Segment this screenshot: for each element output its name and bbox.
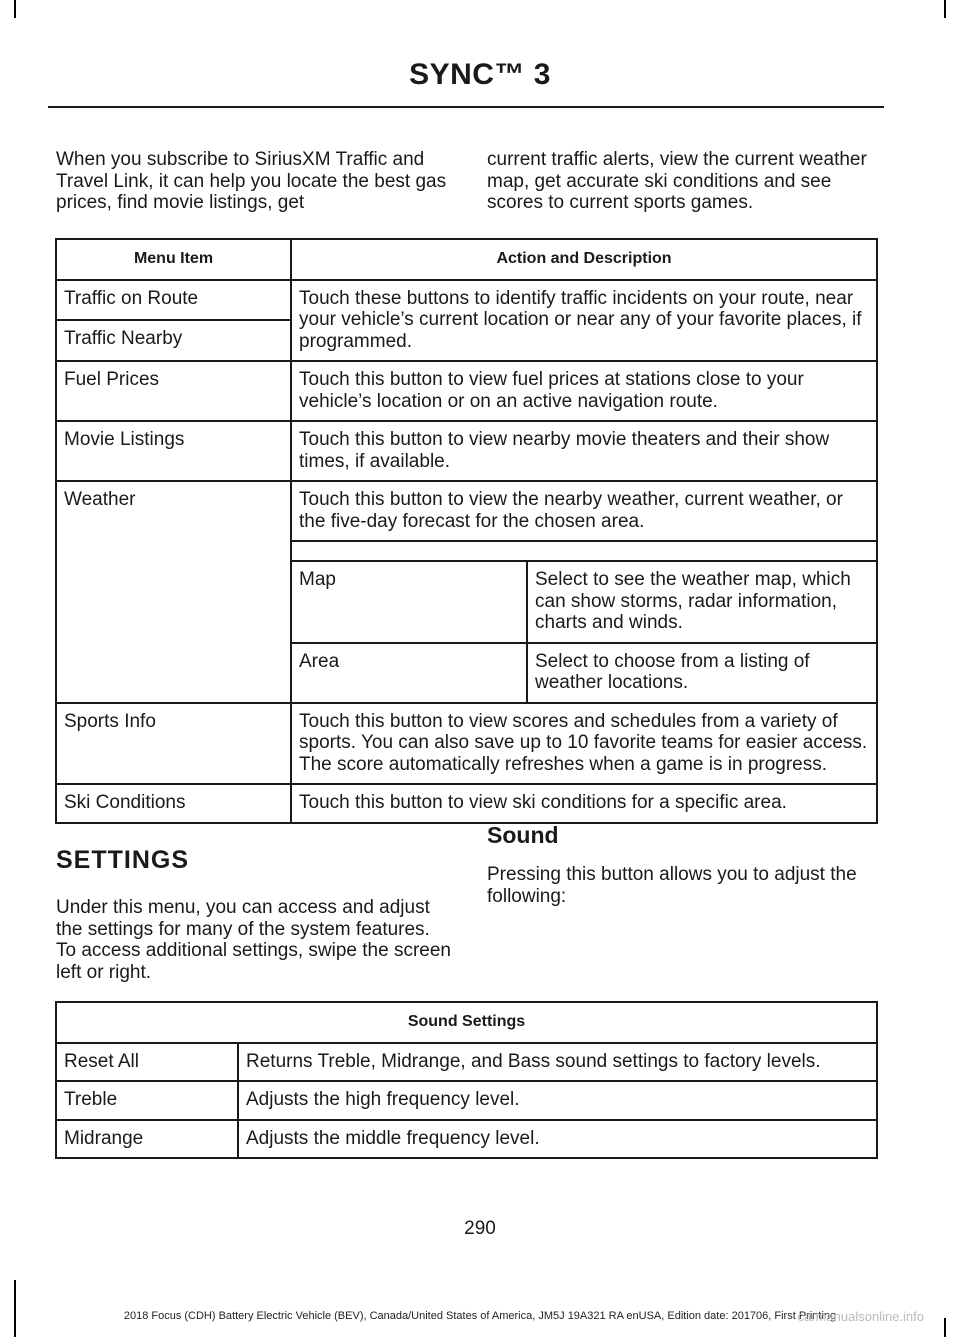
table-row	[56, 1043, 877, 1082]
crop-mark-bottom-left	[14, 1280, 16, 1337]
table-header-row	[56, 239, 877, 280]
table-row	[56, 1120, 877, 1159]
sound-heading: Sound	[487, 822, 559, 848]
settings-body: Under this menu, you can access and adjust the settings for many of the system features. To access additional settings, swipe the screen left or right.	[56, 897, 451, 983]
watermark: carmanualsonline.info	[797, 1309, 924, 1324]
settings-heading: SETTINGS	[56, 846, 190, 874]
header-divider	[48, 106, 884, 108]
subitem-map: Map	[292, 561, 527, 643]
menu-item-weather: Weather	[56, 481, 291, 703]
intro-left: When you subscribe to SiriusXM Traffic and Travel Link, it can help you locate the best gas prices, find movie listings, get	[56, 149, 447, 213]
fuel-description: Touch this button to view fuel prices at stations close to your vehicle’s location or on an active navigation route.	[291, 361, 877, 421]
sound-body: Pressing this button allows you to adjust the following:	[487, 864, 857, 907]
traffic-description: Touch these buttons to identify traffic incidents on your route, near your vehicle’s current location or near any of your favorite places, if programmed.	[291, 280, 877, 362]
table-row	[56, 421, 877, 481]
sports-description: Touch this button to view scores and schedules from a variety of sports. You can also save up to 10 favorite teams for easier access. The score automatically refreshes when a game is in progress.	[291, 703, 877, 785]
column-header-menu-item: Menu Item	[56, 239, 291, 280]
menu-item-movie-listings: Movie Listings	[56, 421, 291, 481]
crop-mark-top-left	[14, 0, 16, 18]
crop-mark-top-right	[944, 0, 946, 18]
weather-subtable-cell	[291, 541, 877, 703]
menu-item-fuel-prices: Fuel Prices	[56, 361, 291, 421]
sound-item-midrange: Midrange	[56, 1120, 238, 1159]
page-number: 290	[464, 1218, 496, 1239]
traffic-link-table	[55, 238, 878, 824]
table-row	[56, 1081, 877, 1120]
footer-edition-info: 2018 Focus (CDH) Battery Electric Vehicle (BEV), Canada/United States of America, JM5J 19A321 RA enUSA, Edition date: 201706, First Printing	[123, 1310, 837, 1322]
area-description: Select to choose from a listing of weather locations.	[527, 643, 876, 702]
menu-item-ski-conditions: Ski Conditions	[56, 784, 291, 823]
sound-settings-title: Sound Settings	[56, 1002, 877, 1043]
weather-description: Touch this button to view the nearby weather, current weather, or the five-day forecast for the chosen area.	[291, 481, 877, 541]
table-row	[56, 280, 877, 321]
ski-description: Touch this button to view ski conditions for a specific area.	[291, 784, 877, 823]
table-row	[292, 561, 876, 643]
intro-right: current traffic alerts, view the current weather map, get accurate ski conditions and see scores to current sports games.	[487, 149, 867, 213]
menu-item-traffic-on-route: Traffic on Route	[56, 280, 291, 321]
table-header-row	[56, 1002, 877, 1043]
table-row	[56, 703, 877, 785]
menu-item-sports-info: Sports Info	[56, 703, 291, 785]
sound-desc-reset-all: Returns Treble, Midrange, and Bass sound settings to factory levels.	[238, 1043, 877, 1082]
table-row	[56, 784, 877, 823]
sound-settings-table	[55, 1001, 878, 1159]
sound-item-treble: Treble	[56, 1081, 238, 1120]
sound-item-reset-all: Reset All	[56, 1043, 238, 1082]
table-row	[292, 643, 876, 702]
map-description: Select to see the weather map, which can show storms, radar information, charts and winds.	[527, 561, 876, 643]
table-row	[56, 361, 877, 421]
column-header-action: Action and Description	[291, 239, 877, 280]
subitem-area: Area	[292, 643, 527, 702]
table-row	[56, 481, 877, 541]
menu-item-traffic-nearby: Traffic Nearby	[56, 320, 291, 361]
movie-description: Touch this button to view nearby movie theaters and their show times, if available.	[291, 421, 877, 481]
page-title: SYNC™ 3	[409, 58, 551, 91]
sound-desc-treble: Adjusts the high frequency level.	[238, 1081, 877, 1120]
sound-desc-midrange: Adjusts the middle frequency level.	[238, 1120, 877, 1159]
weather-subtable	[292, 560, 876, 702]
